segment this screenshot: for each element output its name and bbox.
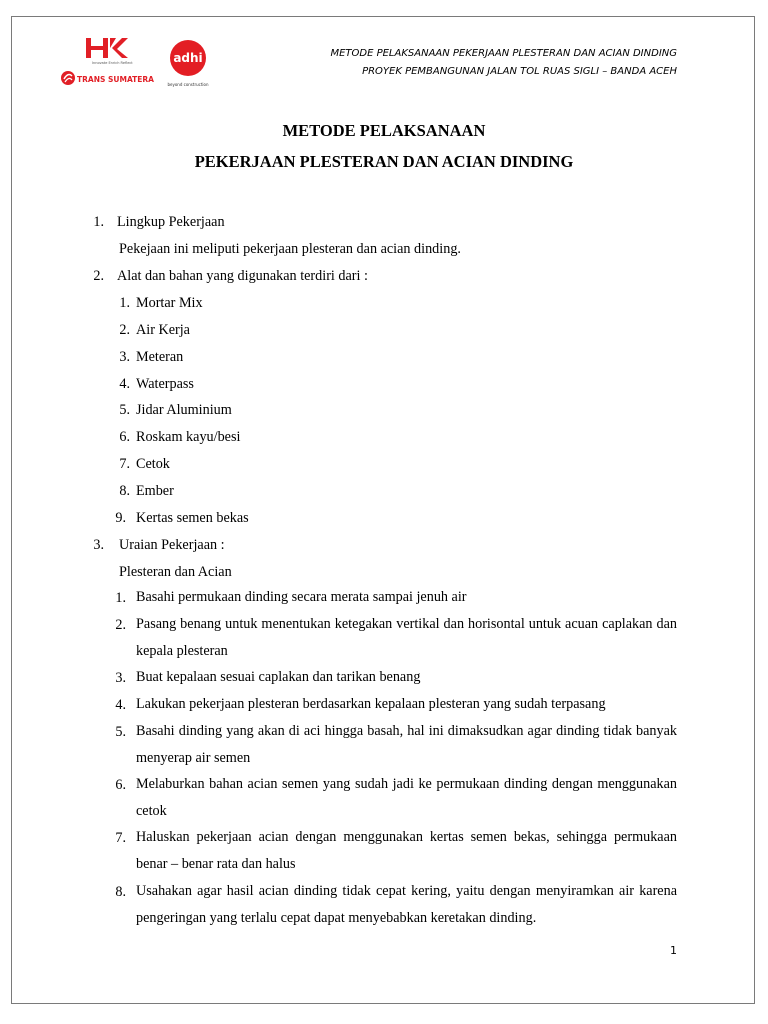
step-number: 3. xyxy=(115,670,126,686)
step-number: 1. xyxy=(115,590,126,606)
step-number: 4. xyxy=(115,697,126,713)
svg-text:adhi: adhi xyxy=(173,51,203,65)
list-item-number: 1. xyxy=(119,295,130,311)
list-item-number: 2. xyxy=(119,322,130,338)
list-item: Air Kerja xyxy=(136,322,190,338)
running-header xyxy=(330,45,677,81)
section-heading: Uraian Pekerjaan : xyxy=(119,537,225,553)
list-item-number: 7. xyxy=(119,456,130,472)
step-text: Pasang benang untuk menentukan ketegakan vertikal dan horisontal untuk acuan caplakan dan kepala plesteran xyxy=(136,616,677,659)
list-item: Roskam kayu/besi xyxy=(136,429,241,445)
list-item: Ember xyxy=(136,483,174,499)
header-line-1: METODE PELAKSANAAN PEKERJAAN PLESTERAN DAN ACIAN DINDING xyxy=(330,48,677,59)
list-item-number: 5. xyxy=(119,402,130,418)
document-subtitle: PEKERJAAN PLESTERAN DAN ACIAN DINDING xyxy=(194,152,574,171)
step-text: Haluskan pekerjaan acian dengan menggunakan kertas semen bekas, sehingga permukaan benar – benar rata dan halus xyxy=(136,829,677,872)
svg-text:Innovate Enrich Reflect: Innovate Enrich Reflect xyxy=(92,61,133,65)
section-heading: Alat dan bahan yang digunakan terdiri dari : xyxy=(117,268,368,284)
list-item-number: 9. xyxy=(115,510,126,526)
list-item: Cetok xyxy=(136,456,170,472)
step-text: Melaburkan bahan acian semen yang sudah jadi ke permukaan dinding dengan menggunakan cetok xyxy=(136,776,677,819)
list-item-number: 3. xyxy=(119,349,130,365)
step-number: 6. xyxy=(115,777,126,793)
list-item: Waterpass xyxy=(136,376,194,392)
document-title: METODE PELAKSANAAN xyxy=(282,121,486,140)
section-number: 3. xyxy=(93,537,104,553)
step-text: Basahi permukaan dinding secara merata sampai jenuh air xyxy=(136,589,467,605)
section-heading: Lingkup Pekerjaan xyxy=(117,214,225,230)
list-item-number: 6. xyxy=(119,429,130,445)
list-item: Kertas semen bekas xyxy=(136,510,249,526)
step-number: 2. xyxy=(115,617,126,633)
list-item: Meteran xyxy=(136,349,184,365)
section-number: 2. xyxy=(93,268,104,284)
list-item: Mortar Mix xyxy=(136,295,203,311)
step-text: Buat kepalaan sesuai caplakan dan tarikan benang xyxy=(136,669,421,685)
trans-sumatera-logo xyxy=(61,71,154,85)
section-text: Pekejaan ini meliputi pekerjaan plesteran dan acian dinding. xyxy=(119,241,461,257)
hutama-karya-logo xyxy=(86,38,133,65)
step-number: 7. xyxy=(115,830,126,846)
list-item-number: 8. xyxy=(119,483,130,499)
company-logos xyxy=(60,36,220,92)
step-number: 5. xyxy=(115,724,126,740)
step-text: Usahakan agar hasil acian dinding tidak cepat kering, yaitu dengan menyiramkan air karena pengeringan yang terlalu cepat dapat menyebabkan keretakan dinding. xyxy=(136,883,677,926)
list-item: Jidar Aluminium xyxy=(136,402,232,418)
section-number: 1. xyxy=(93,214,104,230)
adhi-logo xyxy=(167,40,209,87)
page-number: 1 xyxy=(670,944,677,957)
list-item-number: 4. xyxy=(119,376,130,392)
svg-text:TRANS SUMATERA: TRANS SUMATERA xyxy=(77,75,154,84)
step-text: Basahi dinding yang akan di aci hingga basah, hal ini dimaksudkan agar dinding tidak banyak menyerap air semen xyxy=(136,723,677,766)
svg-text:beyond construction: beyond construction xyxy=(167,82,209,87)
header-line-2: PROYEK PEMBANGUNAN JALAN TOL RUAS SIGLI – BANDA ACEH xyxy=(362,66,677,77)
step-text: Lakukan pekerjaan plesteran berdasarkan kepalaan plesteran yang sudah terpasang xyxy=(136,696,606,712)
step-number: 8. xyxy=(115,884,126,900)
section-subheading: Plesteran dan Acian xyxy=(119,564,232,580)
